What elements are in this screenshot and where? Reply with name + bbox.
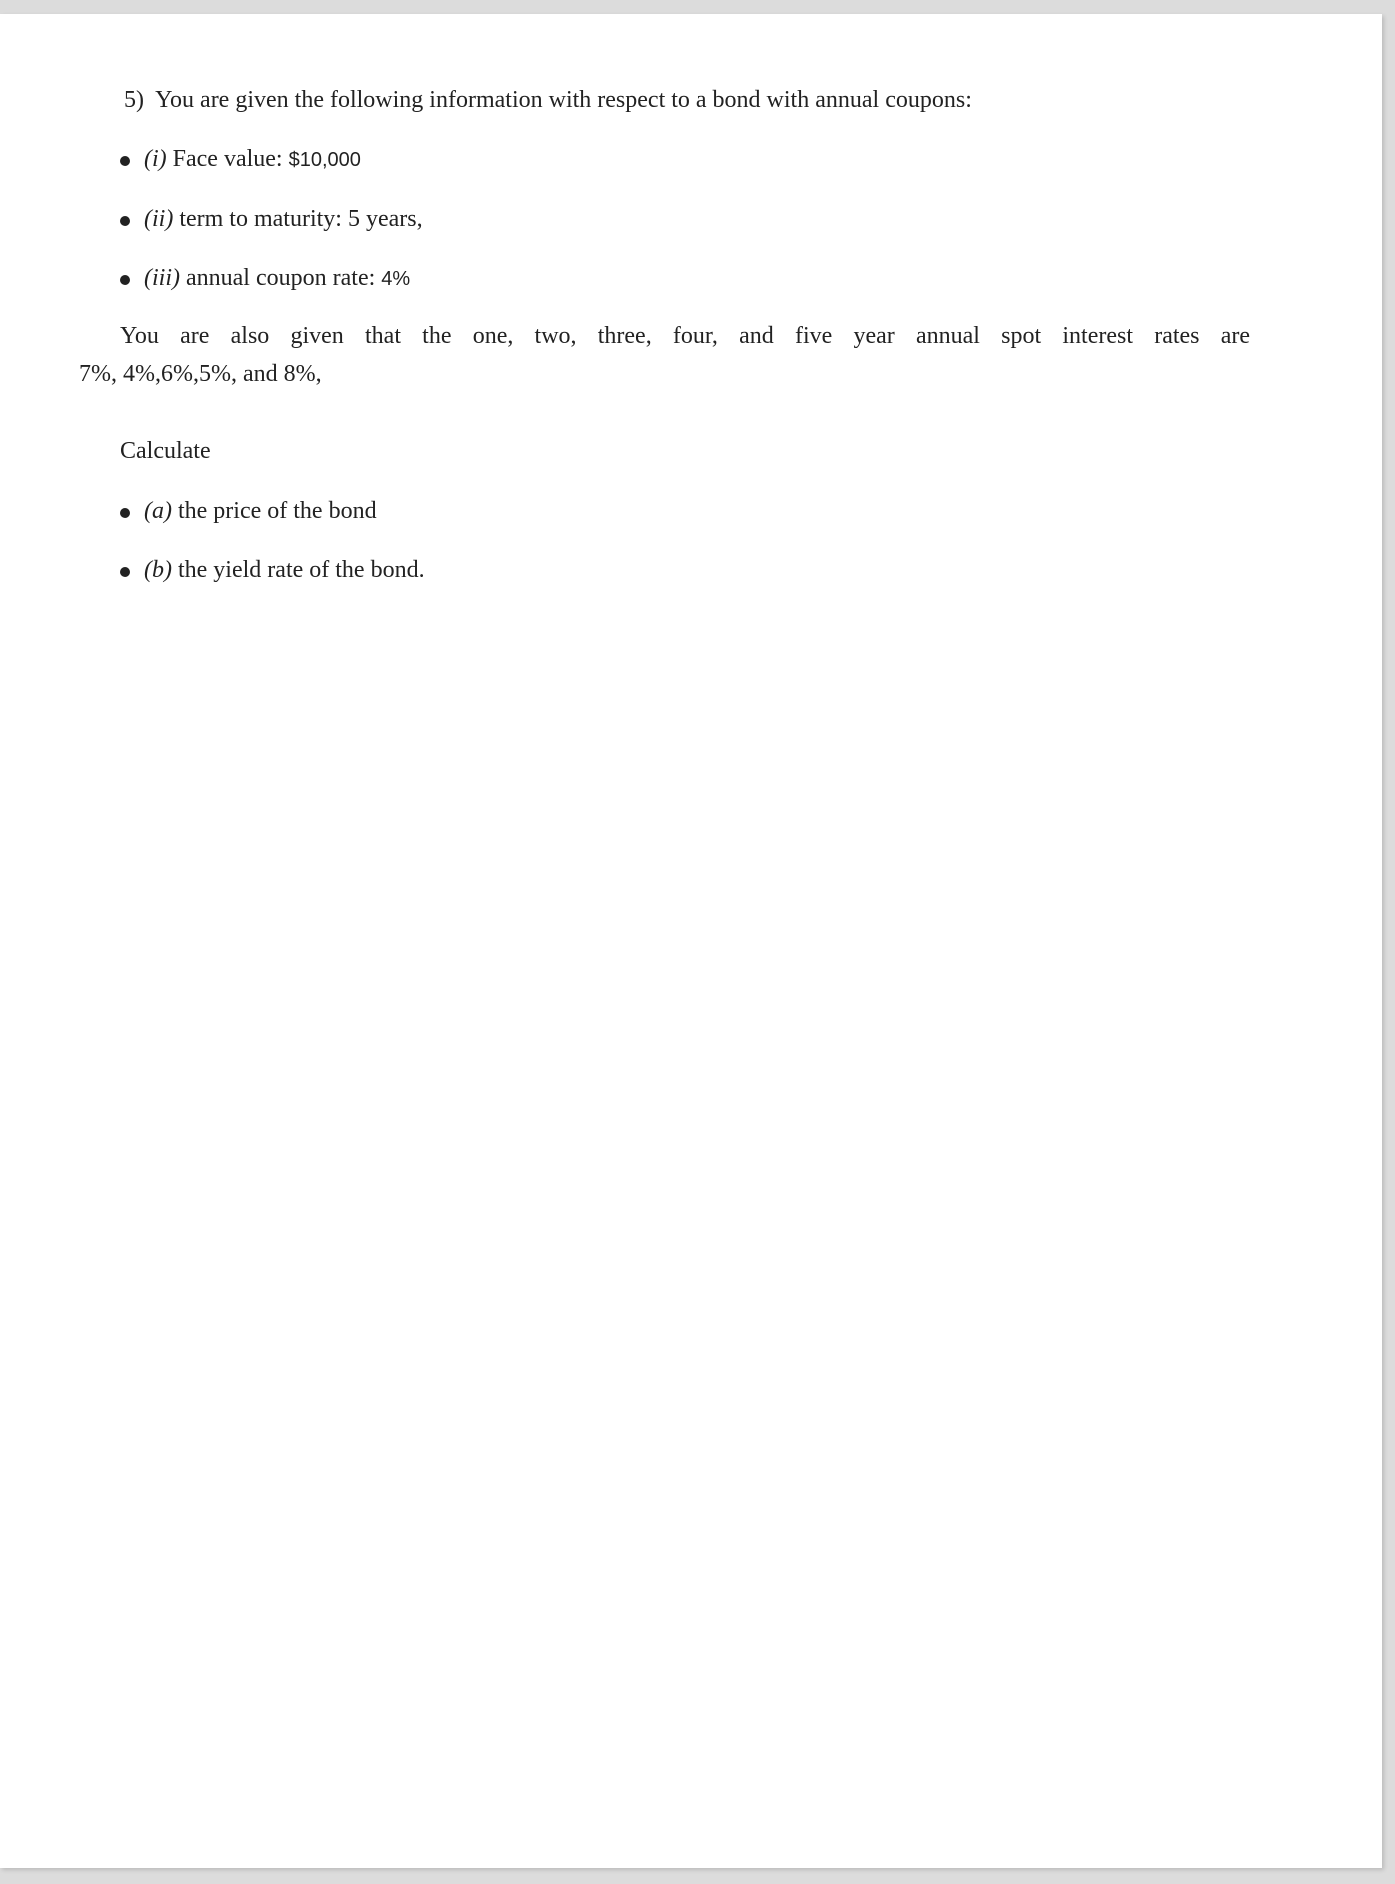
task-text: the price of the bond bbox=[177, 498, 377, 524]
problem-number: 5) bbox=[124, 87, 144, 113]
bullet-icon bbox=[120, 216, 130, 226]
item-marker: (i) bbox=[144, 146, 167, 172]
calculate-heading: Calculate bbox=[120, 438, 211, 464]
item-value: 4% bbox=[381, 268, 411, 290]
task-b bbox=[144, 558, 425, 582]
item-label: term to maturity: bbox=[179, 206, 342, 232]
problem-intro bbox=[124, 88, 972, 112]
item-value: 5 years, bbox=[347, 206, 423, 232]
task-text: the yield rate of the bond. bbox=[177, 557, 425, 583]
item-label: Face value: bbox=[172, 146, 283, 172]
spot-rates-line-2: 7%, 4%,6%,5%, and 8%, bbox=[79, 361, 322, 387]
given-item-face-value bbox=[144, 147, 361, 171]
intro-text: You are given the following information with respect to a bond with annual coupons: bbox=[155, 87, 972, 113]
item-label: annual coupon rate: bbox=[186, 265, 376, 291]
task-a bbox=[144, 499, 377, 523]
given-item-term bbox=[144, 207, 423, 231]
item-marker: (iii) bbox=[144, 265, 180, 291]
task-marker: (a) bbox=[144, 498, 172, 524]
given-item-coupon-rate bbox=[144, 266, 410, 290]
item-marker: (ii) bbox=[144, 206, 174, 232]
bullet-icon bbox=[120, 275, 130, 285]
spot-rates-line-1: You are also given that the one, two, three, four, and five year annual spot interest rates are bbox=[120, 323, 1250, 349]
task-marker: (b) bbox=[144, 557, 172, 583]
item-value: $10,000 bbox=[288, 149, 361, 171]
bullet-icon bbox=[120, 567, 130, 577]
bullet-icon bbox=[120, 508, 130, 518]
bullet-icon bbox=[120, 156, 130, 166]
document-page bbox=[0, 14, 1382, 1868]
